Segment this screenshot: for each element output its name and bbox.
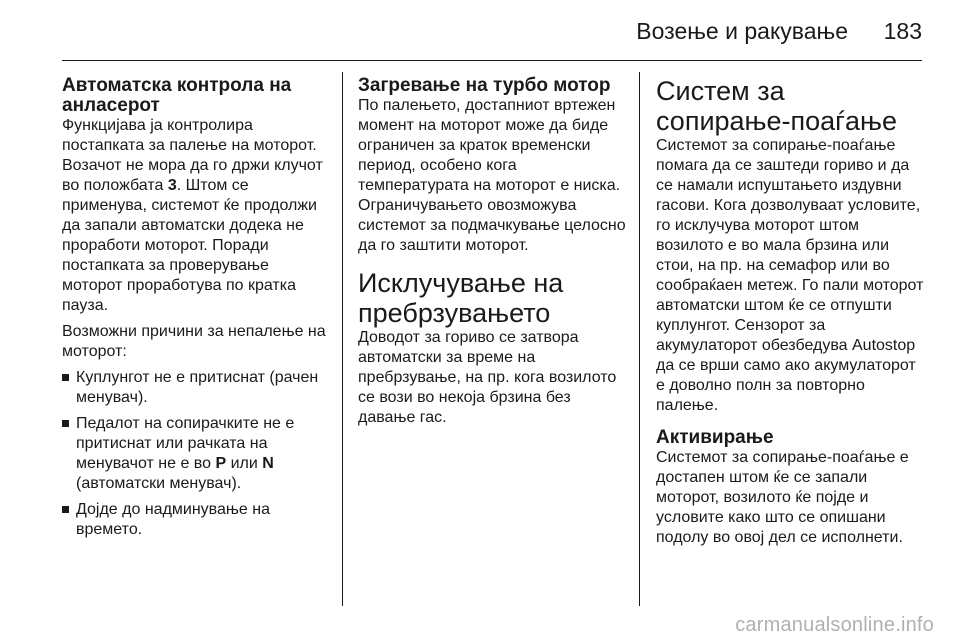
paragraph-activation: Системот за сопирање-поаѓање е достапен штом ќе се запали моторот, возилото ќе појде и условите како што се опишани подолу во овој дел се исполнети. <box>656 449 909 546</box>
list-item-text: Дојде до надминување на времето. <box>76 501 270 538</box>
page-number: 183 <box>883 18 922 44</box>
list-item <box>62 414 332 494</box>
list-item <box>62 368 332 408</box>
list-item <box>62 500 332 540</box>
paragraph-text: . Штом се применува, системот ќе продолжи да запали автоматски додека не проработи моторот. Поради постапката за проверување моторот проработува по кратка пауза. <box>62 177 317 314</box>
paragraph-turbo-warmup: По палењето, достапниот вртежен момент на моторот може да биде ограничен за краток временски период, особено кога температурата на моторот е ниска. Ограничувањето овозможува системот за подмачкување целосно да го заштити моторот. <box>358 97 626 254</box>
square-bullet-icon <box>62 374 69 381</box>
column-3 <box>656 76 926 548</box>
list-item-text: Педалот на сопирачките не е притиснат или рачката на менувачот не е во <box>76 415 295 472</box>
list-item-text: (автоматски менувач). <box>76 475 242 492</box>
paragraph-stop-start-system: Системот за сопирање-поаѓање помага да се заштеди гориво и да се намали испуштањето издувни гасови. Кога дозволуваат условите, го исклучува моторот штом возилото е во мала брзина или стои, на пр. на семафор или во сообраќаен метеж. Го пали моторот автоматски штом ќе се отпушти куплунгот. Сензорот за акумулаторот обезбедува Autostop да се врши само ако акумулаторот е доволно полн за повторно палење. <box>656 137 924 414</box>
column-1 <box>62 76 332 546</box>
ignition-position-label: 3 <box>167 177 177 194</box>
heading-autostart-control: Автоматска контрола на анласерот <box>62 75 292 116</box>
heading-stop-start-system: Систем за сопирање-поаѓање <box>656 76 897 136</box>
watermark: carmanualsonline.info <box>735 614 934 636</box>
square-bullet-icon <box>62 420 69 427</box>
paragraph-text: Функцијава ја контролира постапката за палење на моторот. Возачот не мора да го држи клучот во положбата <box>62 117 323 194</box>
column-2 <box>358 76 630 428</box>
heading-turbo-warmup: Загревање на турбо мотор <box>358 75 611 96</box>
gear-position-p: P <box>215 455 227 472</box>
paragraph-failure-causes: Возможни причини за непалење на моторот: <box>62 323 326 360</box>
failure-causes-list <box>62 368 332 540</box>
paragraph-overrun-cutoff: Доводот за гориво се затвора автоматски за време на пребрзување, на пр. кога возилото се вози во некоја брзина без давање гас. <box>358 329 617 426</box>
column-divider-2 <box>639 72 640 606</box>
page-header <box>0 0 960 62</box>
heading-activation: Активирање <box>656 427 774 448</box>
list-item-text: Куплунгот не е притиснат (рачен менувач). <box>76 369 319 406</box>
column-divider-1 <box>342 72 343 606</box>
paragraph-autostart-description <box>62 116 332 316</box>
list-item-text: или <box>226 455 263 472</box>
gear-position-n: N <box>262 455 274 472</box>
square-bullet-icon <box>62 506 69 513</box>
running-header-title: Возење и ракување <box>636 18 848 44</box>
header-rule <box>62 60 922 61</box>
heading-overrun-cutoff: Исклучување на пребрзувањето <box>358 268 564 328</box>
